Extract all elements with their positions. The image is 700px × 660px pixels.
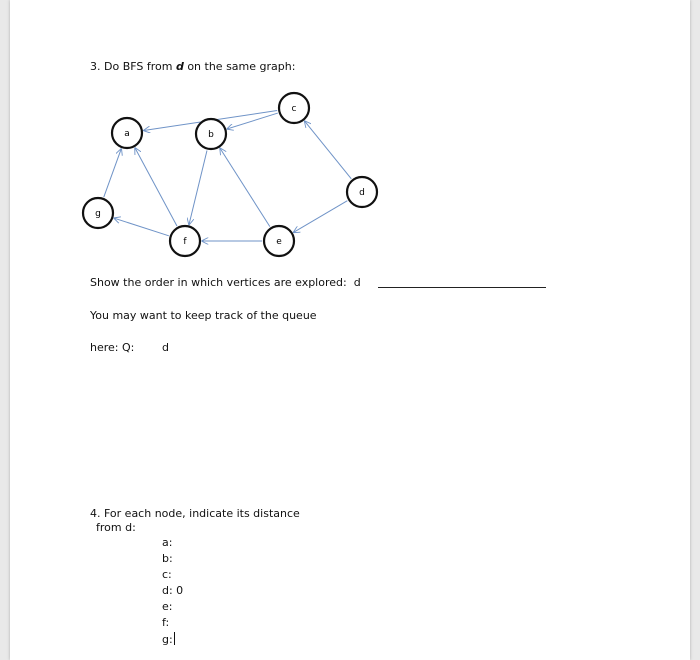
edge-d-to-e [294, 201, 348, 233]
distance-row-g-label: g: [162, 633, 173, 646]
distance-row-f: f: [162, 616, 170, 629]
node-b [196, 119, 226, 149]
node-c [279, 93, 309, 123]
question-4-heading-cont: from d: [96, 521, 136, 534]
order-first-vertex: d [353, 276, 361, 289]
edge-e-to-b [220, 148, 270, 226]
edge-g-to-a [104, 149, 121, 197]
distance-row-c: c: [162, 568, 172, 581]
order-answer-blank[interactable] [378, 287, 546, 288]
question-4-heading: 4. For each node, indicate its distance [90, 507, 300, 520]
node-c-label: c [291, 104, 297, 114]
node-f-label: f [183, 237, 187, 247]
question-3-prefix: 3. Do BFS from [90, 60, 176, 73]
queue-hint: You may want to keep track of the queue [90, 309, 317, 322]
bfs-graph [10, 0, 690, 270]
document-page [10, 0, 690, 660]
node-e [264, 226, 294, 256]
node-g [83, 198, 113, 228]
edge-c-to-b [227, 113, 278, 129]
node-b-label: b [208, 130, 214, 140]
queue-label: here: Q: [90, 341, 135, 354]
node-d [347, 177, 377, 207]
question-3-suffix: on the same graph: [183, 60, 296, 73]
node-d-label: d [359, 188, 365, 198]
question-3-start-node: d [175, 60, 184, 73]
order-prompt: Show the order in which vertices are explored: [90, 276, 347, 289]
distance-row-e: e: [162, 600, 173, 613]
queue-first-entry: d [162, 341, 169, 354]
node-g-label: g [95, 209, 101, 219]
distance-row-b: b: [162, 552, 173, 565]
node-a [112, 118, 142, 148]
edge-b-to-f [189, 151, 207, 225]
node-f [170, 226, 200, 256]
edge-f-to-g [114, 218, 169, 236]
order-prompt-line [90, 276, 361, 290]
text-cursor [174, 632, 175, 645]
node-a-label: a [124, 129, 130, 139]
edge-d-to-c [305, 121, 352, 179]
node-e-label: e [276, 237, 282, 247]
edge-f-to-a [135, 148, 177, 226]
distance-row-g[interactable] [162, 632, 175, 647]
distance-row-d: d: 0 [162, 584, 184, 597]
distance-row-a: a: [162, 536, 173, 549]
